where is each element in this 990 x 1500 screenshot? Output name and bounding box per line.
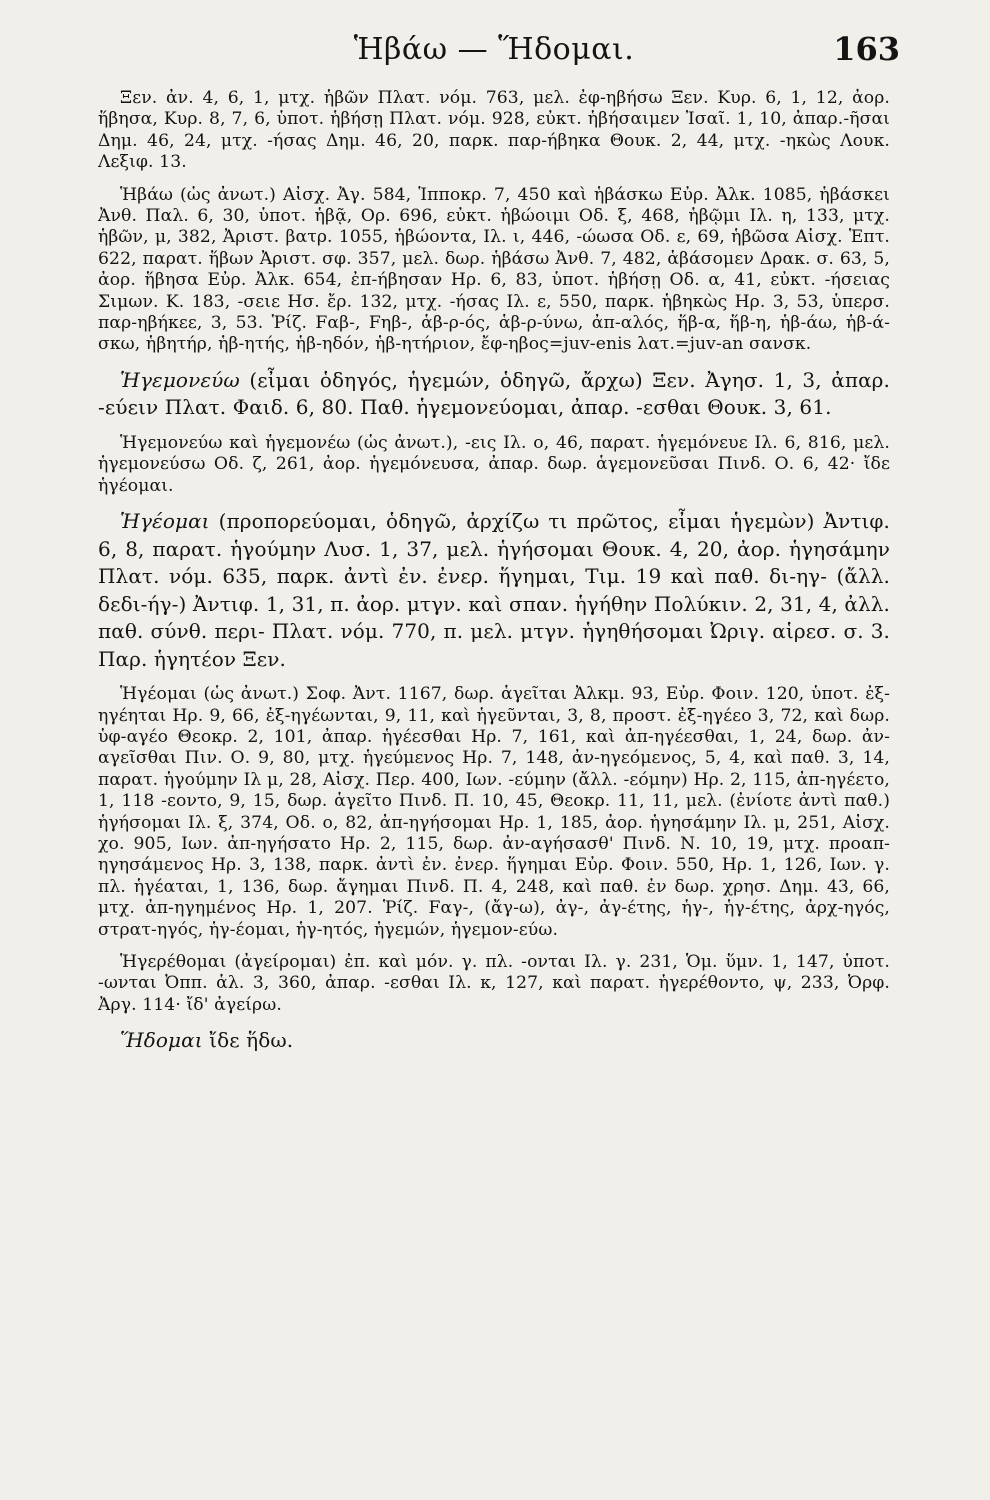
entry-lemma: Ἥδομαι <box>120 1028 203 1053</box>
entry-hbw-continued <box>98 88 890 174</box>
entry-lemma: Ἡγέομαι <box>120 509 210 534</box>
entry-text: ἴδε ἥδω. <box>202 1028 294 1053</box>
entry-text: Ἡγέομαι (ὡς ἀνωτ.) Σοφ. Ἀντ. 1167, δωρ. ἁγεῖται Ἀλκμ. 93, Εὐρ. Φοιν. 120, ὑποτ. ἐξ-ηγέηται Ηρ. 9, 66, ἐξ-ηγέωνται, 9, 11, καὶ ἡγεῦνται, 3, 8, προστ. ἐξ-ηγέεο 3, 72, καὶ δωρ. ὑφ-αγέο Θεοκρ. 2, 101, ἀπαρ. ἡγέεσθαι Ηρ. 7, 161, καὶ ἀπ-ηγέεσθαι, 1, 24, δωρ. ἀν-αγεῖσθαι Πιν. Ο. 9, 80, μτχ. ἡγεύμενος Ηρ. 7, 148, ἀν-ηγεόμενος, 5, 4, καὶ παθ. 3, 14, παρατ. ἡγούμην Ιλ μ, 28, Αἰσχ. Περ. 400, Ιων. -εύμην (ἄλλ. -εόμην) Ηρ. 2, 115, ἀπ-ηγέετο, 1, 118 -εοντο, 9, 15, δωρ. ἁγεῖτο Πινδ. Π. 10, 45, Θεοκρ. 11, 11, μελ. (ἐνίοτε ἀντὶ παθ.) ἡγήσομαι Ιλ. ξ, 374, Οδ. ο, 82, ἀπ-ηγήσομαι Ηρ. 1, 185, ἀορ. ἡγησάμην Ιλ. μ, 251, Αἰσχ. χο. 905, Ιων. ἀπ-ηγήσατο Ηρ. 2, 115, δωρ. ἀν-αγήσασθ' Πινδ. Ν. 10, 19, μτχ. προαπ-ηγησάμενος Ηρ. 3, 138, παρκ. ἀντὶ ἐν. ἐνερ. ἥγημαι Εὐρ. Φοιν. 550, Ηρ. 1, 126, Ιων. γ. πλ. ἡγέαται, 1, 136, δωρ. ἄγημαι Πινδ. Π. 4, 248, καὶ παθ. ἐν δωρ. χρησ. Δημ. 43, 66, μτχ. ἀπ-ηγημένος Ηρ. 1, 207. Ῥίζ. Fαγ-, (ἄγ-ω), ἀγ-, ἀγ-έτης, ἡγ-, ἡγ-έτης, ἀρχ-ηγός, στρατ-ηγός, ἡγ-έομαι, ἡγ-ητός, ἡγεμών, ἡγεμον-εύω. <box>98 684 890 940</box>
entry-hegeomai-epic <box>98 684 890 941</box>
entry-hegeomai <box>98 508 890 673</box>
entry-lemma: Ἡγεμονεύω <box>120 367 240 392</box>
page-number: 163 <box>833 30 900 68</box>
entry-text: (εἶμαι ὁδηγός, ἡγεμών, ὁδηγῶ, ἄρχω) Ξεν. Ἀγησ. 1, 3, ἀπαρ. -εύειν Πλατ. Φαιδ. 6, 80. Παθ. ἡγεμονεύομαι, ἀπαρ. -εσθαι Θουκ. 3, 61. <box>98 367 890 420</box>
page-header <box>98 30 900 74</box>
entry-hegemoneuo-epic <box>98 433 890 497</box>
entry-hedomai <box>98 1027 890 1055</box>
entry-text: Ξεν. ἀν. 4, 6, 1, μτχ. ἡβῶν Πλατ. νόμ. 763, μελ. ἐφ-ηβήσω Ξεν. Κυρ. 6, 1, 12, ἀορ. ἥβησα, Κυρ. 8, 7, 6, ὑποτ. ἡβήσῃ Πλατ. νόμ. 928, εὐκτ. ἡβήσαιμεν Ἰσαῖ. 1, 10, ἀπαρ.-ῆσαι Δημ. 46, 24, μτχ. -ήσας Δημ. 46, 20, παρκ. παρ-ήβηκα Θουκ. 2, 44, μτχ. -ηκὼς Λουκ. Λεξιφ. 13. <box>98 88 890 173</box>
running-title: Ἡβάω — Ἥδομαι. <box>353 32 635 67</box>
entry-hegerethomai <box>98 952 890 1016</box>
entry-hbaw <box>98 185 890 356</box>
entry-text: Ἡγερέθομαι (ἀγείρομαι) ἐπ. καὶ μόν. γ. πλ. -ονται Ιλ. γ. 231, Ὁμ. ὕμν. 1, 147, ὑποτ. -ωνται Ὀππ. ἁλ. 3, 360, ἀπαρ. -εσθαι Ιλ. κ, 127, καὶ παρατ. ἡγερέθοντο, ψ, 233, Ὀρφ. Ἀργ. 114· ἴδ' ἀγείρω. <box>98 951 890 1015</box>
entry-text: (προπορεύομαι, ὁδηγῶ, ἀρχίζω τι πρῶτος, εἶμαι ἡγεμὼν) Ἀντιφ. 6, 8, παρατ. ἡγούμην Λυσ. 1, 37, μελ. ἡγήσομαι Θουκ. 4, 20, ἀορ. ἡγησάμην Πλατ. νόμ. 635, παρκ. ἀντὶ ἐν. ἐνερ. ἥγημαι, Τιμ. 19 καὶ παθ. δι-ηγ- (ἄλλ. δεδι-ήγ-) Ἀντιφ. 1, 31, π. ἀορ. μτγν. καὶ σπαν. ἡγήθην Πολύκιν. 2, 31, 4, ἀλλ. παθ. σύνθ. περι- Πλατ. νόμ. 770, π. μελ. μτγν. ἡγηθήσομαι Ὠριγ. αἱρεσ. σ. 3. Παρ. ἡγητέον Ξεν. <box>98 509 890 671</box>
entry-hegemoneuo <box>98 367 890 422</box>
entry-text: Ἡγεμονεύω καὶ ἡγεμονέω (ὡς ἀνωτ.), -εις Ιλ. ο, 46, παρατ. ἡγεμόνευε Ιλ. 6, 816, μελ. ἡγεμονεύσω Οδ. ζ, 261, ἀορ. ἡγεμόνευσα, ἀπαρ. δωρ. ἁγεμονεῦσαι Πινδ. Ο. 6, 42· ἴδε ἡγέομαι. <box>98 432 890 496</box>
entry-text: Ἡβάω (ὡς ἀνωτ.) Αἰσχ. Ἀγ. 584, Ἱπποκρ. 7, 450 καὶ ἡβάσκω Εὐρ. Ἀλκ. 1085, ἡβάσκει Ἀνθ. Παλ. 6, 30, ὑποτ. ἡβᾷ, Ορ. 696, εὐκτ. ἡβώοιμι Οδ. ξ, 468, ἡβῷμι Ιλ. η, 133, μτχ. ἡβῶν, μ, 382, Ἀριστ. βατρ. 1055, ἡβώοντα, Ιλ. ι, 446, -ώωσα Οδ. ε, 69, ἡβῶσα Αἰσχ. Ἑπτ. 622, παρατ. ἥβων Ἀριστ. σφ. 357, μελ. δωρ. ἡβάσω Ἀνθ. 7, 482, ἁβάσομεν Δρακ. σ. 63, 5, ἀορ. ἥβησα Εὐρ. Ἀλκ. 654, ἐπ-ήβησαν Ηρ. 6, 83, ὑποτ. ἡβήσῃ Οδ. α, 41, εὐκτ. -ήσειας Σιμων. Κ. 183, -σειε Ησ. ἔρ. 132, μτχ. -ήσας Ιλ. ε, 550, παρκ. ἡβηκὼς Ηρ. 3, 53, ὑπερσ. παρ-ηβήκεε, 3, 53. Ῥίζ. Fαβ-, Fηβ-, ἁβ-ρ-ός, ἁβ-ρ-ύνω, ἀπ-αλός, ἥβ-α, ἥβ-η, ἡβ-άω, ἡβ-ά-σκω, ἡβητήρ, ἡβ-ητής, ἡβ-ηδόν, ἡβ-ητήριον, ἔφ-ηβος=juv-enis λατ.=juv-an σανσκ. <box>98 184 890 355</box>
